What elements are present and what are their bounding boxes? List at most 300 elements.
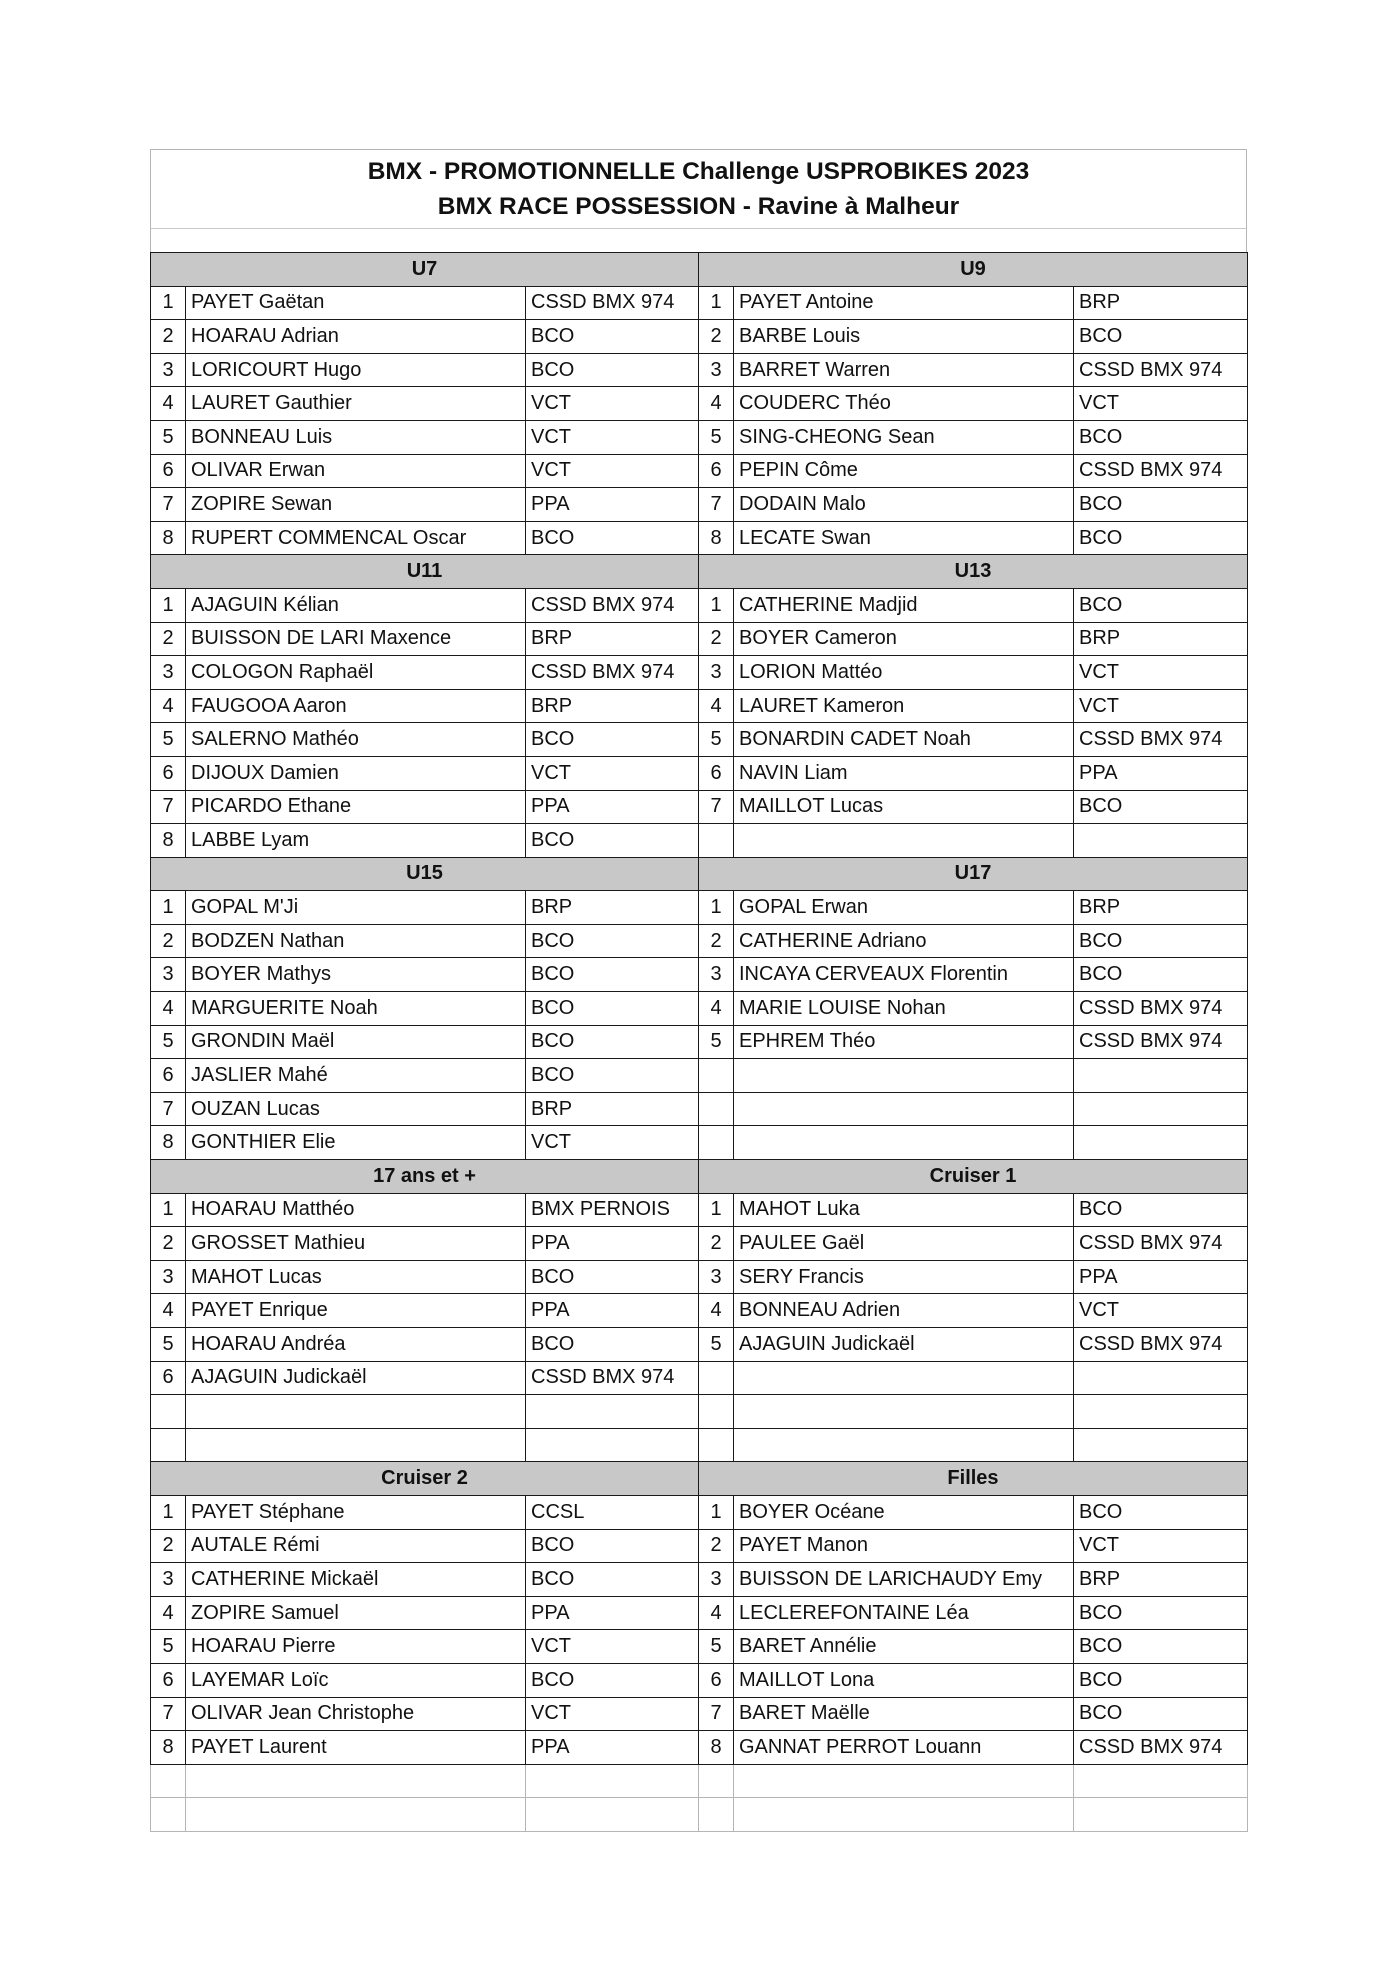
rank-cell — [151, 1395, 186, 1429]
rider-row — [151, 1529, 1248, 1563]
rider-name-cell — [734, 1126, 1074, 1160]
rider-name-cell: RUPERT COMMENCAL Oscar — [186, 521, 526, 555]
rider-name-cell: AJAGUIN Kélian — [186, 588, 526, 622]
rider-name-cell: JASLIER Mahé — [186, 1059, 526, 1093]
club-cell: PPA — [526, 1596, 699, 1630]
rider-row — [151, 353, 1248, 387]
rider-name-cell: EPHREM Théo — [734, 1025, 1074, 1059]
club-cell — [1074, 824, 1248, 858]
rank-cell — [699, 1361, 734, 1395]
rider-name-cell: COUDERC Théo — [734, 387, 1074, 421]
category-header: Filles — [699, 1462, 1248, 1496]
spacer-row — [150, 228, 1247, 252]
club-cell — [1074, 1092, 1248, 1126]
rank-cell — [699, 1092, 734, 1126]
category-header: U7 — [151, 253, 699, 287]
rider-name-cell: BARBE Louis — [734, 320, 1074, 354]
rider-name-cell — [734, 1428, 1074, 1462]
rank-cell: 6 — [151, 1059, 186, 1093]
rank-cell: 8 — [151, 1731, 186, 1765]
rider-name-cell: LAURET Kameron — [734, 689, 1074, 723]
category-header-row — [151, 857, 1248, 891]
club-cell: BCO — [1074, 1495, 1248, 1529]
club-cell: BCO — [1074, 521, 1248, 555]
club-cell: BCO — [1074, 1663, 1248, 1697]
rider-row — [151, 1395, 1248, 1429]
category-header: U11 — [151, 555, 699, 589]
club-cell: BRP — [1074, 1563, 1248, 1597]
rider-name-cell: COLOGON Raphaël — [186, 656, 526, 690]
rider-name-cell: PAYET Antoine — [734, 286, 1074, 320]
rider-row — [151, 622, 1248, 656]
rank-cell: 1 — [699, 1495, 734, 1529]
club-cell: CSSD BMX 974 — [526, 286, 699, 320]
rider-name-cell: AJAGUIN Judickaël — [734, 1328, 1074, 1362]
empty-cell — [734, 1764, 1074, 1798]
rider-row — [151, 454, 1248, 488]
rank-cell: 5 — [699, 1328, 734, 1362]
rider-row — [151, 1025, 1248, 1059]
club-cell: BCO — [526, 1563, 699, 1597]
rank-cell: 4 — [151, 992, 186, 1026]
club-cell: BCO — [1074, 1193, 1248, 1227]
club-cell: BCO — [526, 924, 699, 958]
rank-cell: 7 — [151, 488, 186, 522]
rider-name-cell: SING-CHEONG Sean — [734, 420, 1074, 454]
results-sheet — [150, 149, 1247, 1832]
rider-name-cell: MARGUERITE Noah — [186, 992, 526, 1026]
rider-row — [151, 1059, 1248, 1093]
club-cell: VCT — [526, 454, 699, 488]
rank-cell: 6 — [699, 454, 734, 488]
rider-name-cell: CATHERINE Madjid — [734, 588, 1074, 622]
rank-cell: 1 — [699, 891, 734, 925]
rank-cell — [699, 1126, 734, 1160]
title-line-1: BMX - PROMOTIONNELLE Challenge USPROBIKES 2023 — [367, 158, 1030, 185]
club-cell: VCT — [526, 756, 699, 790]
club-cell: BCO — [1074, 790, 1248, 824]
club-cell: BRP — [526, 689, 699, 723]
rider-name-cell: BARET Annélie — [734, 1630, 1074, 1664]
rider-name-cell: FAUGOOA Aaron — [186, 689, 526, 723]
rider-row — [151, 1260, 1248, 1294]
club-cell: VCT — [1074, 1294, 1248, 1328]
club-cell: BCO — [526, 521, 699, 555]
rank-cell: 6 — [151, 1361, 186, 1395]
rider-name-cell: BOYER Mathys — [186, 958, 526, 992]
rank-cell: 4 — [151, 1294, 186, 1328]
rider-name-cell: ZOPIRE Sewan — [186, 488, 526, 522]
rank-cell: 7 — [699, 488, 734, 522]
empty-cell — [526, 1798, 699, 1832]
rider-name-cell — [734, 1395, 1074, 1429]
club-cell — [526, 1428, 699, 1462]
rider-row — [151, 521, 1248, 555]
rank-cell: 4 — [699, 1596, 734, 1630]
rank-cell: 2 — [151, 320, 186, 354]
rider-row — [151, 1361, 1248, 1395]
rank-cell — [151, 1428, 186, 1462]
rider-row — [151, 387, 1248, 421]
rider-name-cell: PAYET Stéphane — [186, 1495, 526, 1529]
rank-cell: 2 — [699, 1529, 734, 1563]
rider-name-cell: CATHERINE Adriano — [734, 924, 1074, 958]
rider-row — [151, 1697, 1248, 1731]
rank-cell: 4 — [699, 992, 734, 1026]
rank-cell: 5 — [699, 420, 734, 454]
rider-name-cell: BUISSON DE LARI Maxence — [186, 622, 526, 656]
club-cell: BCO — [526, 1328, 699, 1362]
category-header: U9 — [699, 253, 1248, 287]
club-cell: CSSD BMX 974 — [526, 1361, 699, 1395]
category-header: U13 — [699, 555, 1248, 589]
rider-name-cell — [186, 1428, 526, 1462]
rank-cell: 3 — [151, 1260, 186, 1294]
rank-cell: 4 — [151, 387, 186, 421]
rider-name-cell: AJAGUIN Judickaël — [186, 1361, 526, 1395]
rider-name-cell: PAYET Laurent — [186, 1731, 526, 1765]
rank-cell: 3 — [699, 1563, 734, 1597]
rank-cell: 2 — [151, 1529, 186, 1563]
rider-name-cell: BUISSON DE LARICHAUDY Emy — [734, 1563, 1074, 1597]
rank-cell: 5 — [699, 1025, 734, 1059]
rider-name-cell: OLIVAR Erwan — [186, 454, 526, 488]
club-cell: BCO — [526, 1059, 699, 1093]
rank-cell: 4 — [151, 689, 186, 723]
club-cell: BCO — [526, 1529, 699, 1563]
empty-row — [151, 1798, 1248, 1832]
empty-cell — [151, 1798, 186, 1832]
rank-cell: 3 — [151, 353, 186, 387]
club-cell: BCO — [526, 1025, 699, 1059]
rank-cell: 2 — [151, 1227, 186, 1261]
club-cell: BCO — [526, 1663, 699, 1697]
rider-row — [151, 320, 1248, 354]
rider-row — [151, 1092, 1248, 1126]
results-table — [150, 252, 1248, 1832]
rank-cell: 6 — [151, 1663, 186, 1697]
rider-name-cell: MAHOT Lucas — [186, 1260, 526, 1294]
club-cell — [1074, 1361, 1248, 1395]
rider-name-cell: HOARAU Adrian — [186, 320, 526, 354]
rank-cell: 8 — [699, 521, 734, 555]
rider-name-cell — [734, 1092, 1074, 1126]
club-cell: CSSD BMX 974 — [526, 588, 699, 622]
rank-cell: 1 — [151, 286, 186, 320]
rider-name-cell: BOYER Cameron — [734, 622, 1074, 656]
rider-name-cell: GONTHIER Elie — [186, 1126, 526, 1160]
rider-row — [151, 1731, 1248, 1765]
rider-row — [151, 1328, 1248, 1362]
rider-row — [151, 1630, 1248, 1664]
category-header: U17 — [699, 857, 1248, 891]
rank-cell: 6 — [699, 756, 734, 790]
rider-name-cell: OUZAN Lucas — [186, 1092, 526, 1126]
rank-cell: 5 — [699, 1630, 734, 1664]
rank-cell: 7 — [151, 1092, 186, 1126]
rank-cell: 3 — [699, 958, 734, 992]
club-cell: BRP — [526, 1092, 699, 1126]
rank-cell: 2 — [151, 924, 186, 958]
rank-cell: 5 — [151, 1630, 186, 1664]
rider-name-cell: GROSSET Mathieu — [186, 1227, 526, 1261]
club-cell: BCO — [1074, 1697, 1248, 1731]
empty-cell — [151, 1764, 186, 1798]
rider-name-cell: MAILLOT Lucas — [734, 790, 1074, 824]
rider-name-cell: SERY Francis — [734, 1260, 1074, 1294]
club-cell: BCO — [1074, 420, 1248, 454]
club-cell: CSSD BMX 974 — [1074, 1227, 1248, 1261]
empty-cell — [1074, 1798, 1248, 1832]
club-cell: BRP — [1074, 891, 1248, 925]
rank-cell: 3 — [151, 656, 186, 690]
rank-cell: 1 — [151, 1495, 186, 1529]
club-cell: BRP — [1074, 286, 1248, 320]
category-header: Cruiser 2 — [151, 1462, 699, 1496]
club-cell: VCT — [526, 1630, 699, 1664]
rider-name-cell: DIJOUX Damien — [186, 756, 526, 790]
rider-name-cell: BONNEAU Adrien — [734, 1294, 1074, 1328]
club-cell: VCT — [526, 420, 699, 454]
rider-name-cell: BOYER Océane — [734, 1495, 1074, 1529]
rider-name-cell: ZOPIRE Samuel — [186, 1596, 526, 1630]
rank-cell: 3 — [699, 353, 734, 387]
rider-row — [151, 1495, 1248, 1529]
rank-cell: 7 — [151, 1697, 186, 1731]
club-cell — [1074, 1059, 1248, 1093]
rider-row — [151, 992, 1248, 1026]
rank-cell: 2 — [699, 622, 734, 656]
rider-name-cell: OLIVAR Jean Christophe — [186, 1697, 526, 1731]
rider-name-cell: MAHOT Luka — [734, 1193, 1074, 1227]
rider-name-cell: HOARAU Matthéo — [186, 1193, 526, 1227]
empty-cell — [699, 1764, 734, 1798]
rider-name-cell: BARRET Warren — [734, 353, 1074, 387]
rank-cell: 5 — [151, 1025, 186, 1059]
rider-row — [151, 824, 1248, 858]
rider-name-cell: PAYET Gaëtan — [186, 286, 526, 320]
category-header-row — [151, 1462, 1248, 1496]
category-header-row — [151, 555, 1248, 589]
rank-cell: 4 — [699, 689, 734, 723]
empty-cell — [186, 1764, 526, 1798]
club-cell: BCO — [1074, 320, 1248, 354]
rider-row — [151, 723, 1248, 757]
rank-cell: 8 — [151, 1126, 186, 1160]
empty-cell — [699, 1798, 734, 1832]
rider-row — [151, 756, 1248, 790]
rider-name-cell: LAYEMAR Loïc — [186, 1663, 526, 1697]
rank-cell: 3 — [151, 958, 186, 992]
club-cell: BCO — [1074, 588, 1248, 622]
club-cell: PPA — [526, 1294, 699, 1328]
rank-cell: 7 — [699, 790, 734, 824]
club-cell: CSSD BMX 974 — [1074, 1025, 1248, 1059]
rank-cell: 6 — [151, 454, 186, 488]
rider-row — [151, 1193, 1248, 1227]
category-header: 17 ans et + — [151, 1160, 699, 1194]
rider-name-cell: INCAYA CERVEAUX Florentin — [734, 958, 1074, 992]
rider-name-cell: MARIE LOUISE Nohan — [734, 992, 1074, 1026]
rank-cell: 2 — [699, 1227, 734, 1261]
rank-cell: 1 — [151, 891, 186, 925]
rider-row — [151, 1663, 1248, 1697]
club-cell: PPA — [526, 488, 699, 522]
club-cell: CSSD BMX 974 — [1074, 353, 1248, 387]
club-cell — [1074, 1395, 1248, 1429]
rank-cell: 2 — [151, 622, 186, 656]
rider-name-cell: LECATE Swan — [734, 521, 1074, 555]
club-cell — [526, 1395, 699, 1429]
rank-cell: 5 — [151, 1328, 186, 1362]
club-cell: BCO — [526, 992, 699, 1026]
club-cell: BCO — [1074, 488, 1248, 522]
rider-name-cell: LECLEREFONTAINE Léa — [734, 1596, 1074, 1630]
club-cell: PPA — [526, 1731, 699, 1765]
rider-name-cell: BONARDIN CADET Noah — [734, 723, 1074, 757]
category-header-row — [151, 1160, 1248, 1194]
club-cell — [1074, 1428, 1248, 1462]
rider-name-cell: SALERNO Mathéo — [186, 723, 526, 757]
rank-cell: 3 — [699, 1260, 734, 1294]
club-cell: BRP — [526, 622, 699, 656]
club-cell: BCO — [526, 1260, 699, 1294]
rider-row — [151, 689, 1248, 723]
club-cell: BCO — [1074, 1596, 1248, 1630]
rank-cell: 1 — [699, 286, 734, 320]
club-cell: VCT — [526, 1697, 699, 1731]
rank-cell — [699, 824, 734, 858]
club-cell: BCO — [526, 353, 699, 387]
club-cell: VCT — [1074, 656, 1248, 690]
club-cell: VCT — [1074, 387, 1248, 421]
rider-row — [151, 1126, 1248, 1160]
club-cell: BCO — [526, 320, 699, 354]
rider-name-cell — [734, 1059, 1074, 1093]
rider-name-cell: LABBE Lyam — [186, 824, 526, 858]
empty-cell — [526, 1764, 699, 1798]
rank-cell: 7 — [151, 790, 186, 824]
empty-row — [151, 1764, 1248, 1798]
empty-cell — [186, 1798, 526, 1832]
club-cell: CSSD BMX 974 — [1074, 992, 1248, 1026]
rank-cell: 2 — [699, 924, 734, 958]
rider-name-cell: LORICOURT Hugo — [186, 353, 526, 387]
club-cell: PPA — [526, 790, 699, 824]
rank-cell: 1 — [699, 1193, 734, 1227]
rider-row — [151, 924, 1248, 958]
rank-cell: 8 — [151, 521, 186, 555]
rider-row — [151, 958, 1248, 992]
rank-cell: 3 — [151, 1563, 186, 1597]
rank-cell: 5 — [151, 420, 186, 454]
club-cell: CSSD BMX 974 — [1074, 454, 1248, 488]
rider-name-cell — [186, 1395, 526, 1429]
club-cell: BCO — [526, 824, 699, 858]
rank-cell: 8 — [151, 824, 186, 858]
empty-cell — [1074, 1764, 1248, 1798]
club-cell: VCT — [526, 387, 699, 421]
rider-name-cell: PEPIN Côme — [734, 454, 1074, 488]
club-cell: PPA — [526, 1227, 699, 1261]
rider-row — [151, 1227, 1248, 1261]
empty-cell — [734, 1798, 1074, 1832]
club-cell: CSSD BMX 974 — [1074, 723, 1248, 757]
rank-cell: 5 — [151, 723, 186, 757]
rank-cell — [699, 1395, 734, 1429]
category-header: U15 — [151, 857, 699, 891]
rider-name-cell — [734, 824, 1074, 858]
rider-name-cell: HOARAU Andréa — [186, 1328, 526, 1362]
club-cell: BCO — [526, 958, 699, 992]
rider-name-cell: LAURET Gauthier — [186, 387, 526, 421]
club-cell — [1074, 1126, 1248, 1160]
rider-name-cell: GANNAT PERROT Louann — [734, 1731, 1074, 1765]
rider-name-cell: LORION Mattéo — [734, 656, 1074, 690]
rider-row — [151, 1563, 1248, 1597]
rank-cell: 4 — [151, 1596, 186, 1630]
title-box — [150, 149, 1247, 228]
rider-row — [151, 286, 1248, 320]
rider-row — [151, 656, 1248, 690]
rank-cell — [699, 1059, 734, 1093]
rank-cell: 1 — [699, 588, 734, 622]
rider-row — [151, 790, 1248, 824]
category-header-row — [151, 253, 1248, 287]
club-cell: VCT — [1074, 1529, 1248, 1563]
club-cell: BCO — [526, 723, 699, 757]
club-cell: BCO — [1074, 1630, 1248, 1664]
club-cell: BCO — [1074, 924, 1248, 958]
rider-name-cell: BONNEAU Luis — [186, 420, 526, 454]
rank-cell: 3 — [699, 656, 734, 690]
club-cell: BMX PERNOIS — [526, 1193, 699, 1227]
rank-cell: 4 — [699, 387, 734, 421]
rank-cell: 6 — [699, 1663, 734, 1697]
rider-row — [151, 891, 1248, 925]
rank-cell: 5 — [699, 723, 734, 757]
club-cell: CCSL — [526, 1495, 699, 1529]
club-cell: CSSD BMX 974 — [1074, 1731, 1248, 1765]
rank-cell: 7 — [699, 1697, 734, 1731]
club-cell: PPA — [1074, 756, 1248, 790]
club-cell: BRP — [526, 891, 699, 925]
club-cell: VCT — [526, 1126, 699, 1160]
rider-name-cell: GRONDIN Maël — [186, 1025, 526, 1059]
rider-name-cell: GOPAL M'Ji — [186, 891, 526, 925]
rider-name-cell: AUTALE Rémi — [186, 1529, 526, 1563]
rider-name-cell: PAYET Enrique — [186, 1294, 526, 1328]
club-cell: BCO — [1074, 958, 1248, 992]
rider-name-cell: MAILLOT Lona — [734, 1663, 1074, 1697]
rider-row — [151, 1596, 1248, 1630]
club-cell: VCT — [1074, 689, 1248, 723]
club-cell: BRP — [1074, 622, 1248, 656]
rank-cell: 8 — [699, 1731, 734, 1765]
rank-cell — [699, 1428, 734, 1462]
rank-cell: 6 — [151, 756, 186, 790]
rider-name-cell: PAULEE Gaël — [734, 1227, 1074, 1261]
club-cell: CSSD BMX 974 — [1074, 1328, 1248, 1362]
rider-name-cell: DODAIN Malo — [734, 488, 1074, 522]
rider-name-cell: BARET Maëlle — [734, 1697, 1074, 1731]
rider-row — [151, 588, 1248, 622]
rider-name-cell — [734, 1361, 1074, 1395]
rider-name-cell: BODZEN Nathan — [186, 924, 526, 958]
rider-name-cell: GOPAL Erwan — [734, 891, 1074, 925]
rider-name-cell: PAYET Manon — [734, 1529, 1074, 1563]
club-cell: CSSD BMX 974 — [526, 656, 699, 690]
